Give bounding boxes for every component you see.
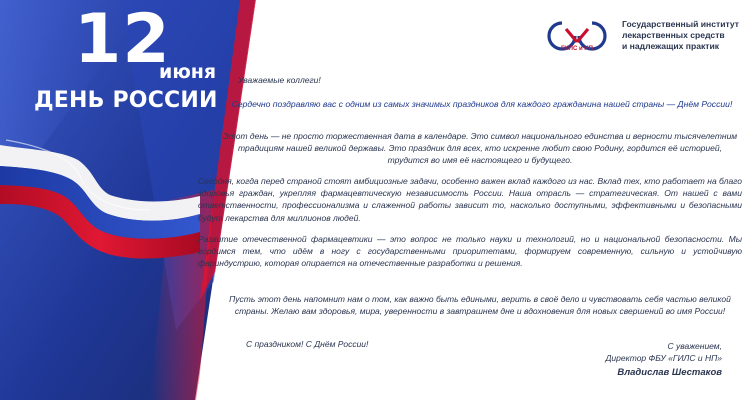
date-month: июня <box>159 61 217 83</box>
letter-signature <box>500 340 722 380</box>
letter-paragraph: Развитие отечественной фармацевтики — это вопрос не только науки и технологий, но и национальной безопасности. Мы гордимся тем, что идём в ногу с государственными приоритетами, формируем современную, сильную и устойчивую фариндустрию, которая опирается на отечественные разработки и решения. <box>198 234 742 269</box>
letter-paragraph: Этот день — не просто торжественная дата в календаре. Это символ национального единства и верности тысячелетним традициям нашей великой державы. Это праздник для всех, кто искренне любит свою Родину, гордится её историей, трудится во имя её настоящего и будущего. <box>222 131 738 166</box>
logo-text: ГИЛС и НП <box>561 46 593 52</box>
letter-greeting: Уважаемые коллеги! <box>238 75 321 85</box>
letter-lead: Сердечно поздравляю вас с одним из самых значимых праздников для каждого гражданина нашей страны — Днём России! <box>231 99 733 109</box>
org-name-line: Государственный институт <box>622 19 739 29</box>
signature-regards: С уважением, <box>667 341 722 351</box>
org-name-line: и надлежащих практик <box>622 41 720 51</box>
letter-paragraph: Пусть этот день напомнит нам о том, как важно быть едиными, верить в своё дело и чувствовать себя частью великой страны. Желаю вам здоровья, мира, уверенности в завтрашнем дне и вдохновения для новых свершений во имя России! <box>229 294 731 317</box>
signature-name: Владислав Шестаков <box>617 367 722 379</box>
org-name-line: лекарственных средств <box>622 30 725 40</box>
letter-closing: С праздником! С Днём России! <box>246 339 369 349</box>
signature-position: Директор ФБУ «ГИЛС и НП» <box>605 353 722 364</box>
holiday-title: ДЕНЬ РОССИИ <box>34 88 218 113</box>
letter-paragraph: Сегодня, когда перед страной стоят амбициозные задачи, особенно важен вклад каждого из нас. Вклад тех, кто работает на благо здоровья граждан, укрепляя фармацевтическую независимость России. Наша отрасль — стратегическая. От нашей с вами ответственности, профессионализма и слаженной работы зависит то, насколько доступными, эффективными и безопасными будут лекарства для миллионов людей. <box>198 176 742 223</box>
date-day: 12 <box>74 0 171 79</box>
